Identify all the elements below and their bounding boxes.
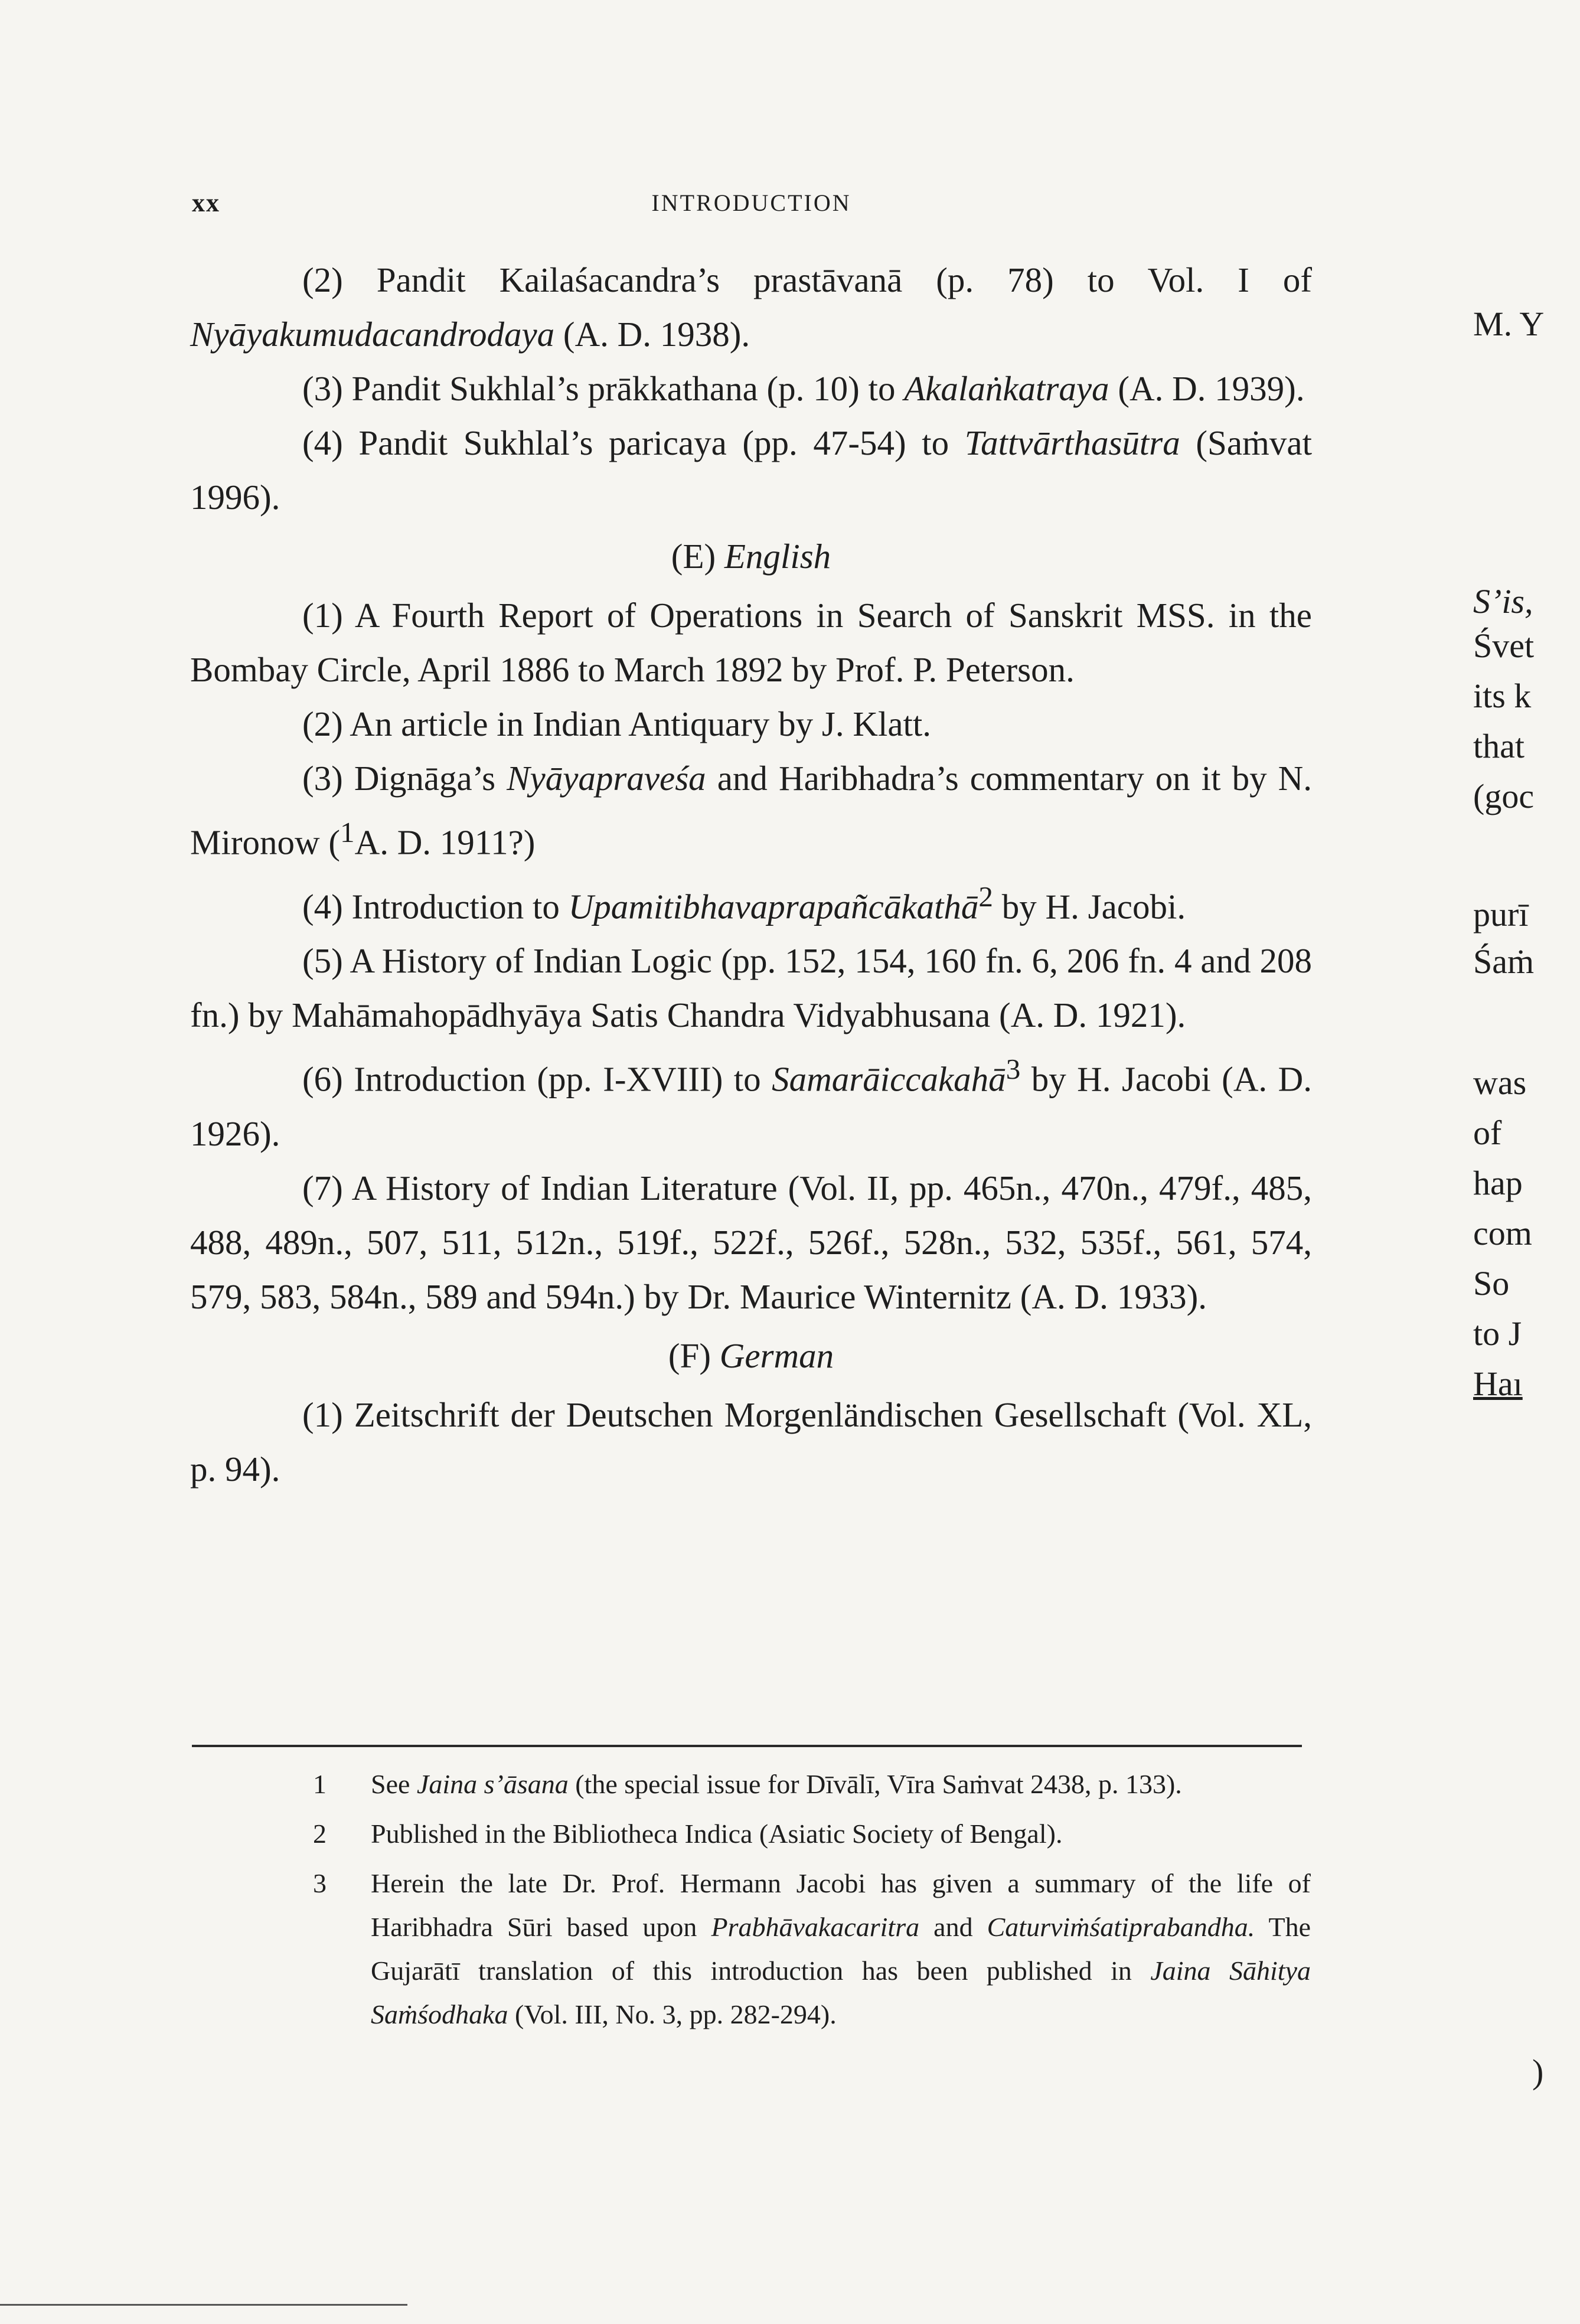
entry-number: (3) xyxy=(302,369,343,408)
book-title: Nyāyapraveśa xyxy=(507,759,706,798)
footnote-divider xyxy=(192,1745,1302,1747)
reference-entry: (1) Zeitschrift der Deutschen Morgenländischen Gesellschaft (Vol. XL, p. 94). xyxy=(190,1395,1312,1489)
bleed-fragment: M. Y xyxy=(1473,305,1545,343)
footnote: 3 Herein the late Dr. Prof. Hermann Jacobi has given a summary of the life of Haribhadra Sūri based upon Prabhāvakacaritra and Caturviṁśatiprabandha. The Gujarātī translation of this introduction has been published in Jaina Sāhitya Saṁśodhaka (Vol. III, No. 3, pp. 282-294). xyxy=(313,1862,1311,2036)
bleed-fragment: Śvet xyxy=(1473,626,1535,665)
book-title: Prabhāvakacaritra xyxy=(711,1912,920,1942)
page-number: xx xyxy=(192,188,220,217)
bleed-fragment: Haı xyxy=(1473,1365,1523,1403)
body-text xyxy=(190,253,1312,1496)
book-title: Caturviṁśatiprabandha. xyxy=(987,1912,1255,1942)
bleed-fragment: to J xyxy=(1473,1314,1522,1353)
running-head: INTRODUCTION xyxy=(651,190,851,216)
bleed-fragment: purī xyxy=(1473,895,1529,933)
bleed-fragment: So xyxy=(1473,1264,1510,1303)
bleed-fragment: Śaṁ xyxy=(1473,942,1535,981)
bleed-fragment: (goc xyxy=(1473,777,1535,815)
footnote-ref: 2 xyxy=(978,880,993,913)
book-title: Tattvārthasūtra xyxy=(964,423,1180,462)
reference-entry: (1) A Fourth Report of Operations in Search of Sanskrit MSS. in the Bombay Circle, April 1886 to March 1892 by Prof. P. Peterson. xyxy=(190,596,1312,689)
reference-entry: (5) A History of Indian Logic (pp. 152, 154, 160 fn. 6, 206 fn. 4 and 208 fn.) by Mahāmahopādhyāya Satis Chandra Vidyabhusana (A. D. 1921). xyxy=(190,941,1312,1035)
entry-number: (2) xyxy=(302,260,343,299)
book-title: Jaina Sāhitya Saṁśodhaka xyxy=(371,1956,1311,2029)
bleed-fragment: of xyxy=(1473,1114,1502,1152)
footnote-ref: 1 xyxy=(340,816,355,848)
footnote: 2 Published in the Bibliotheca Indica (Asiatic Society of Bengal). xyxy=(313,1812,1311,1856)
footnotes xyxy=(313,1762,1311,2042)
book-title: Akalaṅkatraya xyxy=(904,369,1109,408)
book-title: Upamitibhavaprapañcākathā xyxy=(568,887,979,926)
reference-entry: (3) Dignāga’s Nyāyapraveśa and Haribhadra’s commentary on it by N. Mironow ($^1$A. D. 1911?) xyxy=(190,759,1312,862)
section-heading-german: (F) German xyxy=(668,1336,834,1375)
bleed-fragment: was xyxy=(1473,1063,1527,1102)
reference-entry: (3) Pandit Sukhlal’s prākkathana (p. 10) to Akalaṅkatraya (A. D. 1939). xyxy=(302,369,1305,408)
bleed-fragment: that xyxy=(1473,727,1524,765)
book-title: Jaina s’āsana xyxy=(416,1769,569,1799)
footnote: 1 See Jaina s’āsana (the special issue for Dīvālī, Vīra Saṁvat 2438, p. 133). xyxy=(313,1762,1311,1806)
reference-entry: (2) An article in Indian Antiquary by J. Klatt. xyxy=(302,704,932,743)
entry-number: (4) xyxy=(302,887,343,926)
footnote-number: 1 xyxy=(313,1769,327,1799)
bleed-fragment: ) xyxy=(1532,2052,1544,2091)
bleed-fragment: com xyxy=(1473,1214,1532,1252)
book-title: Nyāyakumudacandrodaya xyxy=(190,315,555,354)
entry-number: (6) xyxy=(302,1059,343,1099)
footnote-number: 2 xyxy=(313,1819,327,1849)
bleed-fragment: hap xyxy=(1473,1164,1523,1202)
entry-number: (5) xyxy=(302,941,343,981)
facing-page-bleed xyxy=(1473,0,1580,2324)
section-heading-english: (E) English xyxy=(671,537,831,576)
scan-edge-line xyxy=(0,2304,407,2306)
reference-entry: (2) Pandit Kailaśacandra’s prastāvanā (p. 78) to Vol. I of Nyāyakumudacandrodaya (A. D. 1938). xyxy=(190,260,1313,354)
entry-number: (1) xyxy=(302,1395,343,1434)
footnote-number: 3 xyxy=(313,1868,327,1898)
reference-entry: (7) A History of Indian Literature (Vol. II, pp. 465n., 470n., 479f., 485, 488, 489n., 507, 511, 512n., 519f., 522f., 526f., 528n., 532, 535f., 561, 574, 579, 583, 584n., 589 and 594n.) by Dr. Maurice Winternitz (A. D. 1933). xyxy=(190,1168,1312,1316)
reference-entry: (6) Introduction (pp. I-XVIII) to Samarāiccakahā$^3$ by H. Jacobi (A. D. 1926). xyxy=(190,1053,1313,1153)
entry-number: (7) xyxy=(302,1168,343,1207)
bleed-fragment: S’is, xyxy=(1473,582,1533,621)
page-header xyxy=(192,188,1311,223)
bleed-fragment: its k xyxy=(1473,677,1532,715)
reference-entry: (4) Pandit Sukhlal’s paricaya (pp. 47-54) to Tattvārthasūtra (Saṁvat 1996). xyxy=(190,423,1312,517)
reference-entry: (4) Introduction to Upamitibhavaprapañcākathā$^2$ by H. Jacobi. xyxy=(302,880,1186,926)
entry-number: (1) xyxy=(302,596,343,635)
entry-number: (2) xyxy=(302,704,343,743)
footnote-ref: 3 xyxy=(1006,1053,1021,1086)
entry-number: (3) xyxy=(302,759,343,798)
book-title: Samarāiccakahā xyxy=(772,1059,1006,1099)
entry-number: (4) xyxy=(302,423,343,462)
